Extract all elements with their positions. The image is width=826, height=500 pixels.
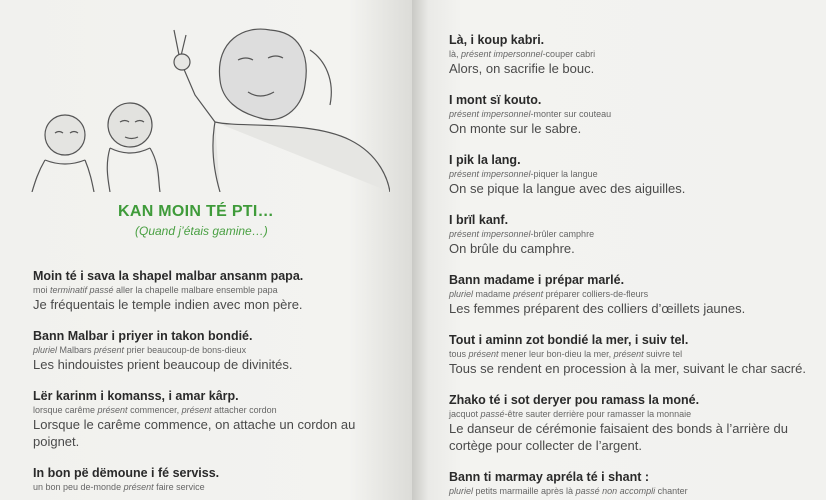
gloss-segment: présent impersonnel [449, 229, 531, 239]
literal-gloss [449, 408, 817, 420]
gloss-segment: -brûler camphre [530, 229, 595, 239]
literal-gloss [449, 485, 817, 497]
gloss-segment: passé non accompli [575, 486, 656, 496]
gloss-segment: un bon peu de-monde [33, 482, 124, 492]
french-translation: Tous se rendent en procession à la mer, suivant le char sacré. [449, 361, 806, 376]
gloss-segment: présent [123, 482, 154, 492]
gloss-segment: là, [449, 49, 462, 59]
gloss-segment: faire service [153, 482, 205, 492]
gloss-segment: commencer, [127, 405, 182, 415]
creole-sentence: Lër karinm i komanss, i amar kârp. [33, 389, 239, 403]
gloss-segment: passé [480, 409, 505, 419]
literal-gloss [449, 48, 817, 60]
french-translation: Les femmes préparent des colliers d’œillets jaunes. [449, 301, 746, 316]
sentence-entry [449, 393, 817, 454]
gloss-segment: tous [449, 349, 469, 359]
gloss-segment: -monter sur couteau [530, 109, 612, 119]
right-page [412, 0, 826, 500]
left-page [0, 0, 412, 500]
sentence-entry [449, 273, 817, 317]
creole-sentence: Zhako té i sot deryer pou ramass la moné. [449, 393, 700, 407]
literal-gloss [33, 481, 401, 493]
gloss-segment: aller la chapelle malbare ensemble papa [113, 285, 278, 295]
gloss-segment: moi [33, 285, 51, 295]
gloss-segment: pluriel [449, 289, 474, 299]
sentence-entry [449, 93, 817, 137]
sentence-entry [449, 153, 817, 197]
gloss-segment: présent impersonnel [449, 109, 531, 119]
creole-sentence: Là, i koup kabri. [449, 33, 545, 47]
literal-gloss [449, 288, 817, 300]
gloss-segment: Malbars [57, 345, 95, 355]
creole-sentence: Bann madame i prépar marlé. [449, 273, 625, 287]
gloss-segment: préparer colliers-de-fleurs [543, 289, 649, 299]
gloss-segment: jacquot [449, 409, 481, 419]
literal-gloss [449, 168, 817, 180]
french-translation: On brûle du camphre. [449, 241, 575, 256]
gloss-segment: madame [473, 289, 514, 299]
french-translation: On monte sur le sabre. [449, 121, 582, 136]
gloss-segment: pluriel [33, 345, 58, 355]
literal-gloss [33, 284, 401, 296]
sentence-entry [449, 470, 817, 497]
gloss-segment: petits marmaille après là [473, 486, 576, 496]
right-sentence-list [449, 33, 817, 497]
sentence-entry [449, 33, 817, 77]
sentence-entry [33, 329, 401, 373]
gloss-segment: attacher cordon [211, 405, 277, 415]
creole-sentence: I brïl kanf. [449, 213, 509, 227]
gloss-segment: présent [513, 289, 544, 299]
french-translation: Je fréquentais le temple indien avec mon père. [33, 297, 303, 312]
creole-sentence: Moin té i sava la shapel malbar ansanm papa. [33, 269, 304, 283]
french-translation: On se pique la langue avec des aiguilles. [449, 181, 686, 196]
gloss-segment: pluriel [449, 486, 474, 496]
gloss-segment: prier beaucoup-de bons-dieux [124, 345, 247, 355]
french-translation: Lorsque le carême commence, on attache un cordon au poignet. [33, 417, 356, 449]
illustration-grandmother-and-children [10, 0, 390, 192]
french-translation: Alors, on sacrifie le bouc. [449, 61, 595, 76]
gloss-segment: mener leur bon-dieu la mer, [498, 349, 614, 359]
french-translation: Le danseur de cérémonie faisaient des bonds à l’arrière du cortège pour collecter de l’argent. [449, 421, 788, 453]
creole-sentence: I mont sï kouto. [449, 93, 542, 107]
creole-sentence: Bann ti marmay apréla té i shant : [449, 470, 650, 484]
gloss-segment: présent [94, 345, 125, 355]
gloss-segment: suivre tel [643, 349, 683, 359]
literal-gloss [449, 348, 817, 360]
gloss-segment: -couper cabri [542, 49, 596, 59]
creole-sentence: In bon pë dëmoune i fé serviss. [33, 466, 220, 480]
literal-gloss [33, 404, 401, 416]
creole-sentence: Tout i aminn zot bondié la mer, i suiv tel. [449, 333, 689, 347]
literal-gloss [449, 228, 817, 240]
sentence-entry [33, 269, 401, 313]
gloss-segment: -piquer la langue [530, 169, 598, 179]
section-title: KAN MOIN TÉ PTI… [118, 203, 274, 220]
gloss-segment: -être sauter derrière pour ramasser la monnaie [504, 409, 692, 419]
literal-gloss [33, 344, 401, 356]
gloss-segment: terminatif passé [50, 285, 114, 295]
gloss-segment: présent [181, 405, 212, 415]
literal-gloss [449, 108, 817, 120]
gloss-segment: lorsque carême [33, 405, 98, 415]
gloss-segment: présent impersonnel [461, 49, 543, 59]
sentence-entry [33, 389, 401, 450]
gloss-segment: présent [468, 349, 499, 359]
gloss-segment: présent [613, 349, 644, 359]
creole-sentence: I pik la lang. [449, 153, 521, 167]
left-sentence-list [33, 269, 401, 493]
french-translation: Les hindouistes prient beaucoup de divinités. [33, 357, 293, 372]
creole-sentence: Bann Malbar i priyer in takon bondié. [33, 329, 253, 343]
sentence-entry [449, 213, 817, 257]
gloss-segment: présent [97, 405, 128, 415]
sentence-entry [33, 466, 401, 493]
section-subtitle: (Quand j’étais gamine…) [135, 224, 268, 238]
gloss-segment: présent impersonnel [449, 169, 531, 179]
gloss-segment: chanter [655, 486, 688, 496]
sentence-entry [449, 333, 817, 377]
